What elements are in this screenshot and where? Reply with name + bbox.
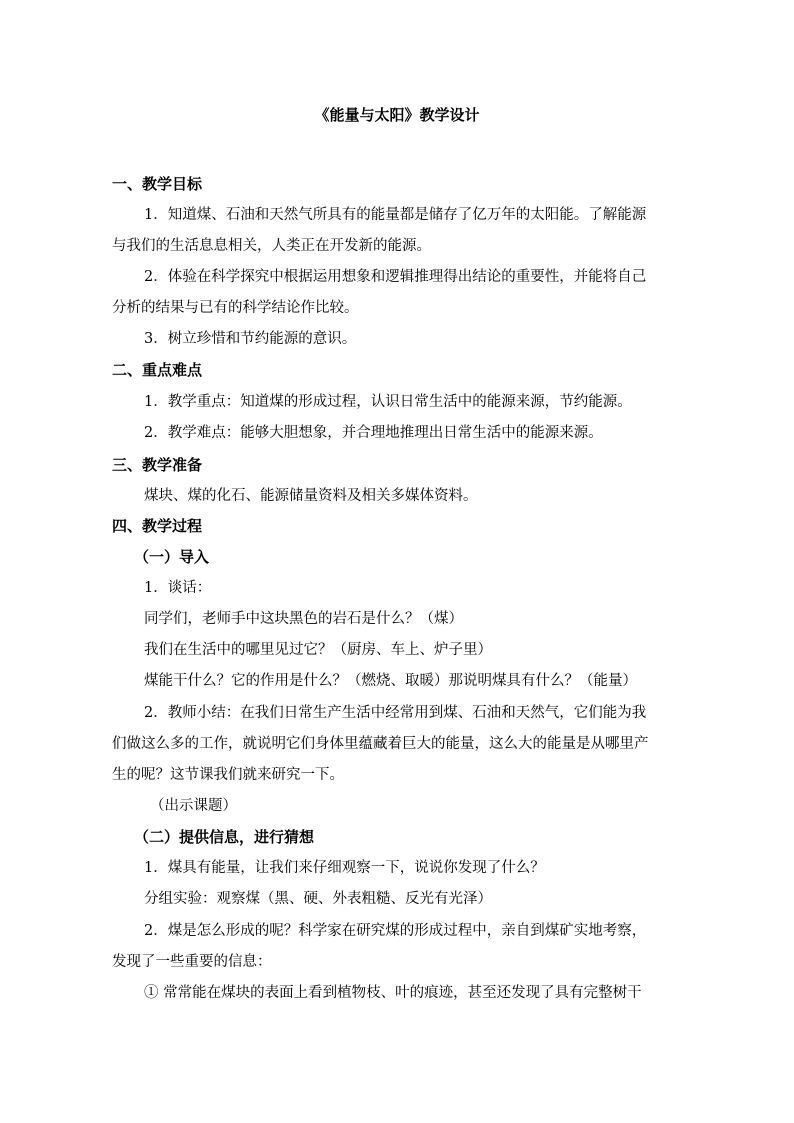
- section-heading-key-points: 二、重点难点: [112, 361, 203, 379]
- paragraph-line: 我们在生活中的哪里见过它？（厨房、车上、炉子里）: [144, 642, 492, 658]
- paragraph-line: 煤块、煤的化石、能源储量资料及相关多媒体资料。: [144, 488, 478, 504]
- paragraph-line: 2．体验在科学探究中根据运用想象和逻辑推理得出结论的重要性，并能将自己: [144, 269, 647, 285]
- subsection-heading-intro: （一）导入: [134, 548, 210, 566]
- paragraph-line: 同学们，老师手中这块黑色的岩石是什么？（煤）: [144, 611, 463, 627]
- document-title: 《能量与太阳》教学设计: [314, 106, 480, 124]
- paragraph-line: 1．谈话：: [144, 580, 212, 596]
- paragraph-line: 们做这么多的工作，就说明它们身体里蕴藏着巨大的能量，这么大的能量是从哪里产: [112, 736, 649, 752]
- paragraph-line: 2．教学难点：能够大胆想象，并合理地推理出日常生活中的能源来源。: [144, 425, 603, 441]
- section-heading-preparation: 三、教学准备: [112, 456, 203, 474]
- paragraph-line: 2．煤是怎么形成的呢？科学家在研究煤的形成过程中，亲自到煤矿实地考察，: [144, 923, 647, 939]
- paragraph-line: 3．树立珍惜和节约能源的意识。: [144, 331, 357, 347]
- paragraph-line: （出示课题）: [150, 798, 237, 814]
- paragraph-line: 分析的结果与已有的科学结论作比较。: [112, 300, 359, 316]
- section-heading-process: 四、教学过程: [112, 517, 203, 535]
- paragraph-line: 煤能干什么？它的作用是什么？（燃烧、取暖）那说明煤具有什么？（能量）: [144, 673, 637, 689]
- paragraph-line: 1．煤具有能量，让我们来仔细观察一下，说说你发现了什么？: [144, 860, 545, 876]
- paragraph-line: ① 常常能在煤块的表面上看到植物枝、叶的痕迹，甚至还发现了具有完整树干: [144, 985, 642, 1001]
- paragraph-line: 与我们的生活息息相关，人类正在开发新的能源。: [112, 238, 431, 254]
- paragraph-line: 1．知道煤、石油和天然气所具有的能量都是储存了亿万年的太阳能。了解能源: [144, 207, 647, 223]
- paragraph-line: 发现了一些重要的信息：: [112, 954, 272, 970]
- paragraph-line: 分组实验：观察煤（黑、硬、外表粗糙、反光有光泽）: [144, 891, 492, 907]
- subsection-heading-guess: （二）提供信息，进行猜想: [134, 828, 315, 846]
- section-heading-goals: 一、教学目标: [112, 175, 203, 193]
- paragraph-line: 生的呢？这节课我们就来研究一下。: [112, 767, 344, 783]
- paragraph-line: 1．教学重点：知道煤的形成过程，认识日常生活中的能源来源，节约能源。: [144, 394, 632, 410]
- paragraph-line: 2．教师小结：在我们日常生产生活中经常用到煤、石油和天然气，它们能为我: [144, 705, 647, 721]
